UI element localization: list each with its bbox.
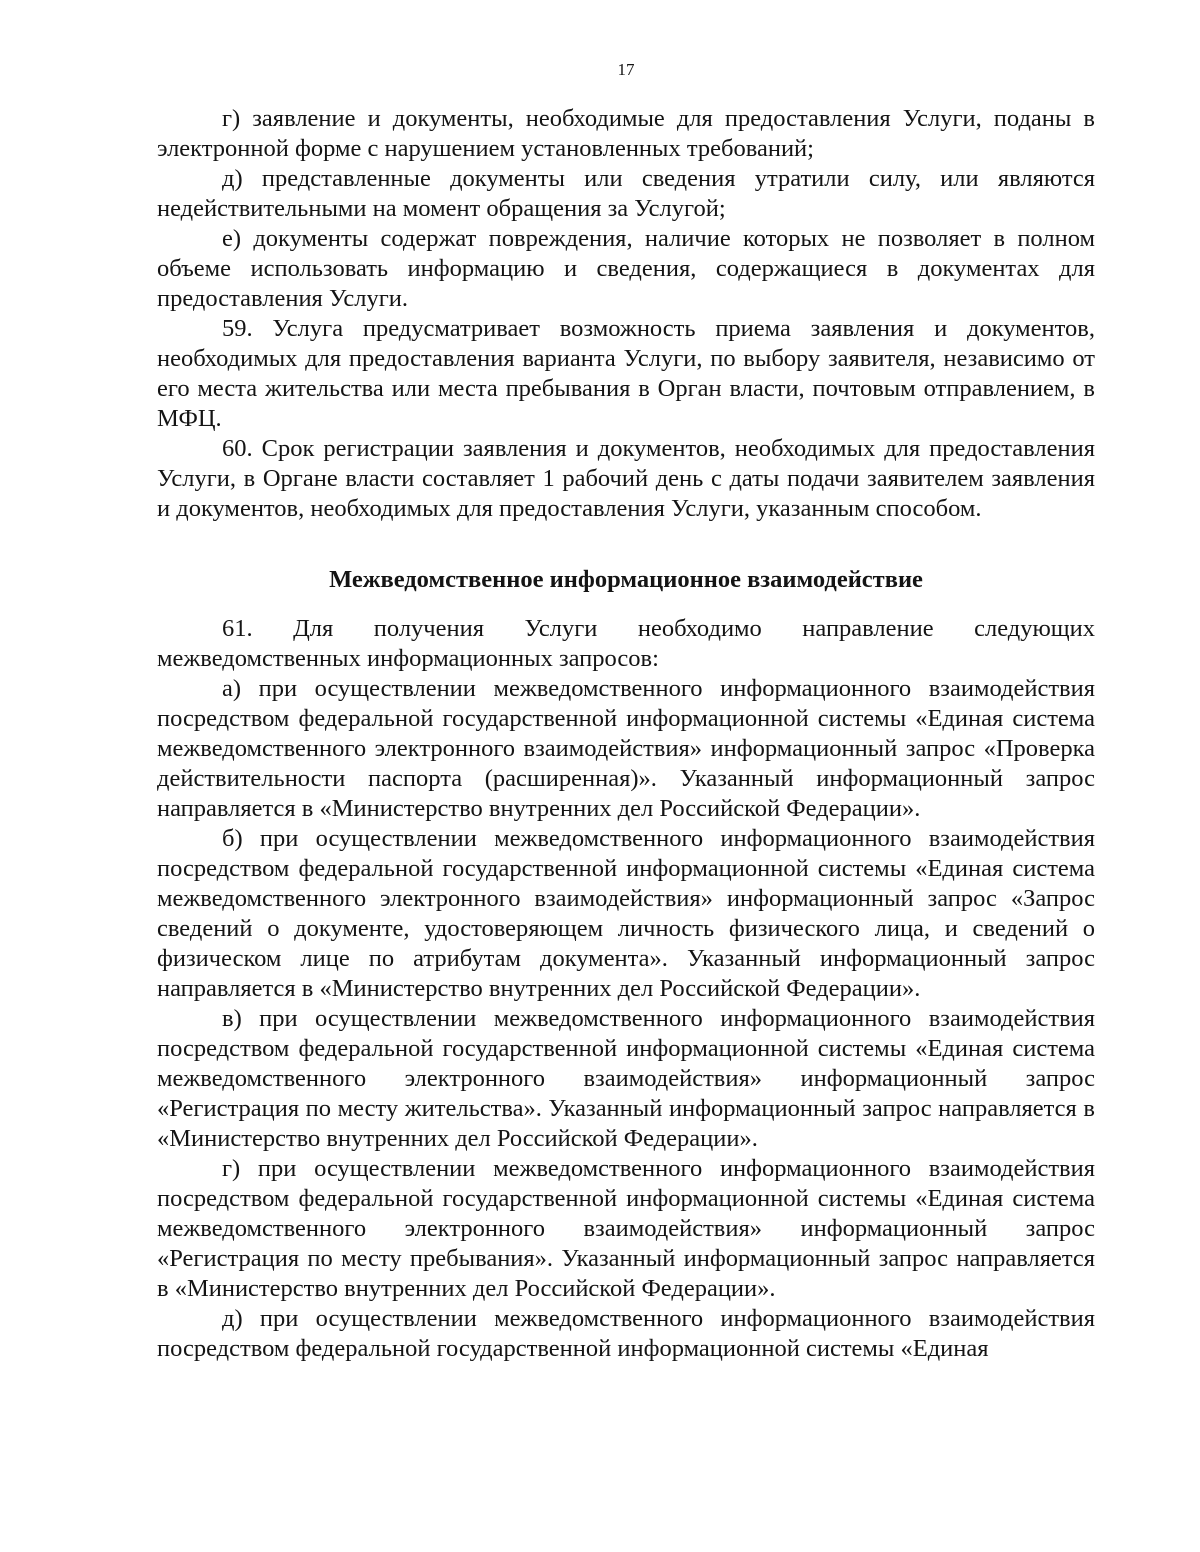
paragraph-61-d: д) при осуществлении межведомственного информационного взаимодействия посредством федеральной государственной информационной системы «Единая <box>157 1305 1095 1362</box>
paragraph-d-expired: д) представленные документы или сведения утратили силу, или являются недействительными на момент обращения за Услугой; <box>157 165 1095 222</box>
paragraph-g-requirements: г) заявление и документы, необходимые для предоставления Услуги, поданы в электронной форме с нарушением установленных требований; <box>157 105 1095 162</box>
document-body <box>157 104 1095 1364</box>
paragraph-59: 59. Услуга предусматривает возможность приема заявления и документов, необходимых для предоставления варианта Услуги, по выбору заявителя, независимо от его места жительства или места пребывания в Орган власти, почтовым отправлением, в МФЦ. <box>157 315 1095 432</box>
paragraph-60: 60. Срок регистрации заявления и документов, необходимых для предоставления Услуги, в Органе власти составляет 1 рабочий день с даты подачи заявителем заявления и документов, необходимых для предоставления Услуги, указанным способом. <box>157 435 1095 522</box>
paragraph-e-damaged: е) документы содержат повреждения, наличие которых не позволяет в полном объеме использовать информацию и сведения, содержащиеся в документах для предоставления Услуги. <box>157 225 1095 312</box>
paragraph-61-a: а) при осуществлении межведомственного информационного взаимодействия посредством федеральной государственной информационной системы «Единая система межведомственного электронного взаимодействия» информационный запрос «Проверка действительности паспорта (расширенная)». Указанный информационный запрос направляется в «Министерство внутренних дел Российской Федерации». <box>157 675 1095 822</box>
paragraph-61-g: г) при осуществлении межведомственного информационного взаимодействия посредством федеральной государственной информационной системы «Единая система межведомственного электронного взаимодействия» информационный запрос «Регистрация по месту пребывания». Указанный информационный запрос направляется в «Министерство внутренних дел Российской Федерации». <box>157 1155 1095 1302</box>
page-number: 17 <box>617 60 635 79</box>
paragraph-61: 61. Для получения Услуги необходимо направление следующих межведомственных информационных запросов: <box>157 615 1095 672</box>
paragraph-61-v: в) при осуществлении межведомственного информационного взаимодействия посредством федеральной государственной информационной системы «Единая система межведомственного электронного взаимодействия» информационный запрос «Регистрация по месту жительства». Указанный информационный запрос направляется в «Министерство внутренних дел Российской Федерации». <box>157 1005 1095 1152</box>
section-heading: Межведомственное информационное взаимодействие <box>329 566 923 593</box>
paragraph-61-b: б) при осуществлении межведомственного информационного взаимодействия посредством федеральной государственной информационной системы «Единая система межведомственного электронного взаимодействия» информационный запрос «Запрос сведений о документе, удостоверяющем личность физического лица, и сведений о физическом лице по атрибутам документа». Указанный информационный запрос направляется в «Министерство внутренних дел Российской Федерации». <box>157 825 1095 1002</box>
